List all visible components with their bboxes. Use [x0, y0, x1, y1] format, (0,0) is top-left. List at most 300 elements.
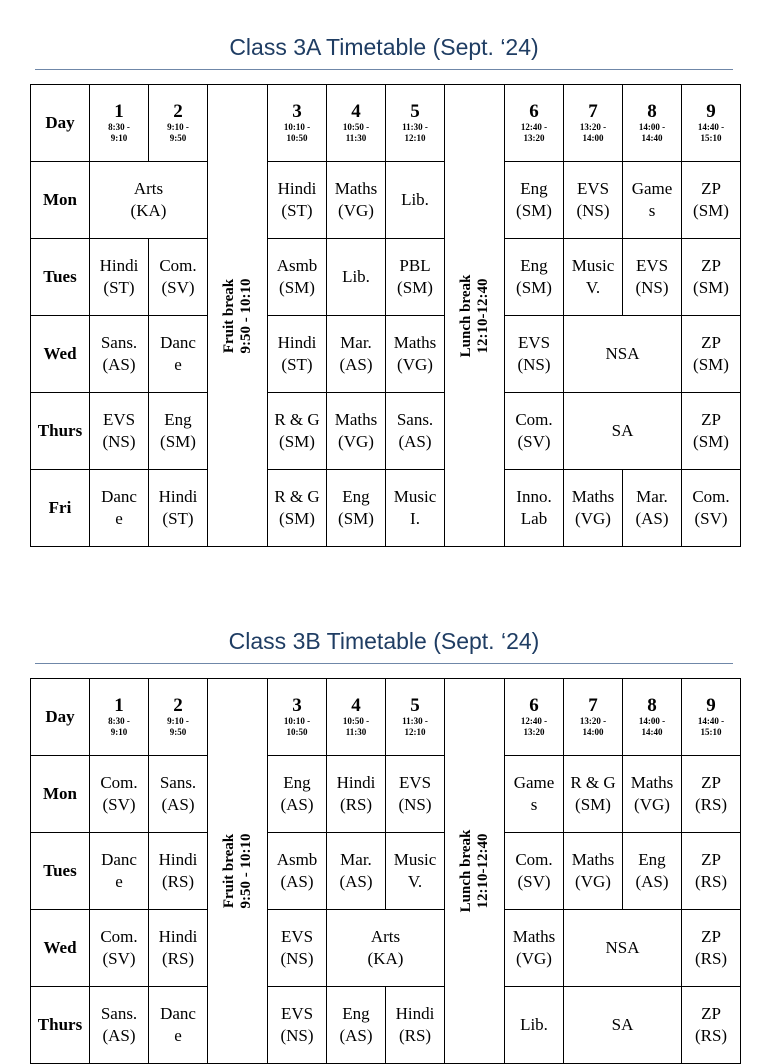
period-number: 7 — [588, 695, 598, 716]
period-number: 3 — [292, 101, 302, 122]
period-number: 2 — [173, 695, 183, 716]
subject-text: Eng — [520, 256, 548, 275]
subject-text: EVS — [280, 1004, 314, 1023]
subject-text: (RS) — [694, 795, 728, 814]
subject-text: (KA) — [367, 949, 404, 968]
subject-text: SA — [611, 421, 634, 440]
subject-text: Com. — [515, 850, 553, 869]
subject-cell — [505, 987, 564, 1064]
subject-text: (KA) — [130, 201, 167, 220]
subject-text: Danc — [160, 1004, 196, 1023]
subject-text: V. — [407, 872, 423, 891]
period-time: 14:00 - — [638, 716, 666, 726]
title-underline — [35, 663, 733, 664]
subject-text: R & G — [570, 773, 616, 792]
subject-text: Com. — [159, 256, 197, 275]
subject-text: EVS — [398, 773, 432, 792]
subject-cell — [386, 393, 445, 470]
subject-cell — [682, 987, 741, 1064]
day-name: Thurs — [31, 393, 90, 470]
subject-cell — [149, 833, 208, 910]
subject-text: (NS) — [576, 201, 610, 220]
subject-text: Mar. — [340, 333, 372, 352]
subject-cell — [386, 470, 445, 547]
table-row — [31, 987, 741, 1064]
period-time: 9:10 - — [167, 716, 189, 726]
subject-text: R & G — [274, 410, 320, 429]
subject-cell — [505, 162, 564, 239]
subject-text: Hindi — [99, 256, 139, 275]
lunch-break-column — [445, 679, 505, 1064]
subject-cell — [386, 756, 445, 833]
break-title: Lunch break — [457, 274, 474, 357]
subject-text: Hindi — [336, 773, 376, 792]
period-time: 13:20 - — [579, 122, 607, 132]
subject-cell — [327, 910, 445, 987]
table-row — [31, 393, 741, 470]
subject-text: EVS — [517, 333, 551, 352]
subject-cell — [505, 756, 564, 833]
subject-cell — [268, 316, 327, 393]
subject-cell — [90, 239, 149, 316]
subject-text: Danc — [101, 487, 137, 506]
break-time: 12:10-12:40 — [474, 833, 491, 909]
subject-cell — [149, 316, 208, 393]
subject-text: (VG) — [575, 509, 611, 528]
subject-text: (RS) — [398, 1026, 432, 1045]
period-header-3 — [268, 85, 327, 162]
subject-cell — [268, 987, 327, 1064]
subject-cell — [623, 833, 682, 910]
timetable-3b — [30, 678, 741, 1064]
subject-cell — [149, 239, 208, 316]
subject-cell — [623, 756, 682, 833]
timetable-3b-title: Class 3B Timetable (Sept. ‘24) — [228, 628, 540, 654]
subject-cell — [623, 239, 682, 316]
subject-cell — [268, 239, 327, 316]
subject-text: (ST) — [281, 355, 313, 374]
day-name: Wed — [31, 316, 90, 393]
subject-text: Maths — [630, 773, 674, 792]
subject-text: ZP — [701, 1004, 721, 1023]
subject-text: (VG) — [516, 949, 552, 968]
break-time: 9:50 - 10:10 — [237, 833, 254, 909]
subject-cell — [386, 316, 445, 393]
subject-cell — [682, 756, 741, 833]
subject-cell — [327, 833, 386, 910]
break-time: 9:50 - 10:10 — [237, 278, 254, 353]
subject-text: Eng — [638, 850, 666, 869]
subject-text: (VG) — [397, 355, 433, 374]
period-time: 13:20 — [523, 727, 545, 737]
subject-text: (AS) — [280, 795, 314, 814]
period-number: 3 — [292, 695, 302, 716]
subject-text: (ST) — [162, 509, 194, 528]
subject-cell — [90, 987, 149, 1064]
period-time: 13:20 — [523, 133, 545, 143]
subject-cell — [564, 833, 623, 910]
period-header-1 — [90, 679, 149, 756]
period-header-3 — [268, 679, 327, 756]
subject-text: e — [174, 355, 182, 374]
period-time: 10:50 - — [342, 122, 370, 132]
subject-text: e — [115, 872, 123, 891]
subject-text: (SM) — [575, 795, 611, 814]
subject-text: Eng — [342, 1004, 370, 1023]
subject-text: Maths — [571, 850, 615, 869]
period-time: 14:40 — [641, 133, 663, 143]
subject-text: (VG) — [338, 432, 374, 451]
subject-text: EVS — [280, 927, 314, 946]
subject-text: Hindi — [158, 850, 198, 869]
subject-text: EVS — [102, 410, 136, 429]
subject-text: (NS) — [635, 278, 669, 297]
subject-text: (SV) — [102, 949, 136, 968]
subject-text: Arts — [133, 179, 164, 198]
subject-text: (VG) — [575, 872, 611, 891]
period-header-1 — [90, 85, 149, 162]
break-title: Fruit break — [220, 833, 237, 909]
subject-text: (RS) — [339, 795, 373, 814]
period-time: 10:50 - — [342, 716, 370, 726]
subject-text: Mar. — [636, 487, 668, 506]
subject-text: Arts — [370, 927, 401, 946]
subject-cell — [149, 987, 208, 1064]
subject-cell — [682, 833, 741, 910]
table-row — [31, 239, 741, 316]
subject-text: Maths — [571, 487, 615, 506]
subject-text: (SV) — [102, 795, 136, 814]
subject-text: Lab — [520, 509, 548, 528]
period-time: 14:00 — [582, 133, 604, 143]
subject-text: (SM) — [693, 278, 729, 297]
subject-text: (ST) — [281, 201, 313, 220]
subject-cell — [327, 239, 386, 316]
subject-text: ZP — [701, 179, 721, 198]
day-name: Wed — [31, 910, 90, 987]
subject-cell — [90, 393, 149, 470]
period-time: 11:30 - — [402, 122, 428, 132]
subject-text: Com. — [100, 927, 138, 946]
subject-text: Lib. — [401, 190, 429, 209]
subject-text: (SM) — [338, 509, 374, 528]
subject-cell — [505, 316, 564, 393]
subject-cell — [327, 393, 386, 470]
subject-text: (SM) — [397, 278, 433, 297]
subject-text: Lib. — [520, 1015, 548, 1034]
subject-text: (AS) — [161, 795, 195, 814]
subject-text: ZP — [701, 850, 721, 869]
subject-text: (SV) — [517, 432, 551, 451]
subject-text: Music — [571, 256, 615, 275]
period-time: 13:20 - — [579, 716, 607, 726]
period-header-2 — [149, 679, 208, 756]
fruit-break-column — [208, 679, 268, 1064]
subject-text: EVS — [576, 179, 610, 198]
period-time: 8:30 - — [108, 122, 130, 132]
period-time: 9:10 — [110, 727, 128, 737]
period-time: 11:30 - — [402, 716, 428, 726]
subject-text: (AS) — [398, 432, 432, 451]
subject-cell — [268, 756, 327, 833]
subject-cell — [564, 239, 623, 316]
subject-text: R & G — [274, 487, 320, 506]
subject-text: Asmb — [276, 850, 318, 869]
subject-cell — [268, 162, 327, 239]
subject-cell — [90, 833, 149, 910]
timetable-3a-title: Class 3A Timetable (Sept. ‘24) — [229, 34, 539, 60]
subject-cell — [682, 162, 741, 239]
header-row — [31, 85, 741, 162]
subject-text: Lib. — [342, 267, 370, 286]
period-time: 15:10 — [700, 727, 722, 737]
subject-cell — [90, 470, 149, 547]
period-time: 12:10 — [404, 727, 426, 737]
period-number: 2 — [173, 101, 183, 122]
subject-text: (AS) — [339, 1026, 373, 1045]
subject-cell — [682, 393, 741, 470]
period-header-8 — [623, 679, 682, 756]
subject-text: Eng — [283, 773, 311, 792]
day-name: Fri — [31, 470, 90, 547]
period-time: 10:50 — [286, 133, 308, 143]
subject-text: Maths — [512, 927, 556, 946]
subject-text: (AS) — [102, 355, 136, 374]
subject-text: (VG) — [338, 201, 374, 220]
subject-text: ZP — [701, 256, 721, 275]
subject-cell — [149, 393, 208, 470]
period-header-5 — [386, 85, 445, 162]
subject-text: Music — [393, 487, 437, 506]
period-number: 7 — [588, 101, 598, 122]
subject-text: (NS) — [398, 795, 432, 814]
subject-text: (RS) — [161, 872, 195, 891]
subject-text: (SM) — [279, 278, 315, 297]
subject-cell — [327, 987, 386, 1064]
period-time: 15:10 — [700, 133, 722, 143]
period-time: 8:30 - — [108, 716, 130, 726]
subject-text: (RS) — [694, 872, 728, 891]
subject-text: (AS) — [280, 872, 314, 891]
period-time: 14:40 - — [697, 716, 725, 726]
subject-cell — [505, 239, 564, 316]
subject-text: Sans. — [100, 333, 138, 352]
subject-text: Maths — [334, 410, 378, 429]
subject-cell — [386, 833, 445, 910]
day-name: Tues — [31, 833, 90, 910]
subject-cell — [268, 470, 327, 547]
table-row — [31, 756, 741, 833]
period-time: 12:10 — [404, 133, 426, 143]
subject-text: Danc — [101, 850, 137, 869]
period-time: 10:10 - — [283, 122, 311, 132]
period-number: 6 — [529, 101, 539, 122]
subject-text: NSA — [605, 344, 640, 363]
subject-text: Danc — [160, 333, 196, 352]
subject-text: Hindi — [158, 927, 198, 946]
subject-text: (SM) — [693, 432, 729, 451]
subject-text: Sans. — [100, 1004, 138, 1023]
subject-text: Sans. — [159, 773, 197, 792]
period-number: 1 — [114, 695, 124, 716]
period-time: 10:10 - — [283, 716, 311, 726]
lunch-break-column — [445, 85, 505, 547]
table-row — [31, 910, 741, 987]
table-row — [31, 162, 741, 239]
subject-text: Hindi — [395, 1004, 435, 1023]
subject-text: Eng — [520, 179, 548, 198]
table-row — [31, 316, 741, 393]
subject-cell — [682, 910, 741, 987]
subject-text: Com. — [100, 773, 138, 792]
break-title: Fruit break — [220, 278, 237, 353]
subject-text: NSA — [605, 938, 640, 957]
subject-text: ZP — [701, 333, 721, 352]
fruit-break-column-label — [221, 278, 255, 353]
subject-text: (SM) — [516, 278, 552, 297]
header-row — [31, 679, 741, 756]
subject-text: (AS) — [102, 1026, 136, 1045]
break-time: 12:10-12:40 — [474, 278, 491, 354]
subject-text: (NS) — [517, 355, 551, 374]
subject-text: s — [530, 795, 538, 814]
period-time: 9:50 — [169, 727, 187, 737]
subject-cell — [564, 756, 623, 833]
period-header-6 — [505, 85, 564, 162]
subject-text: Mar. — [340, 850, 372, 869]
subject-cell — [505, 393, 564, 470]
subject-cell — [149, 910, 208, 987]
period-number: 9 — [706, 695, 716, 716]
subject-text: Hindi — [277, 333, 317, 352]
subject-text: V. — [585, 278, 601, 297]
period-header-5 — [386, 679, 445, 756]
period-header-7 — [564, 85, 623, 162]
period-time: 12:40 - — [520, 122, 548, 132]
subject-text: Inno. — [516, 487, 552, 506]
day-header: Day — [31, 85, 90, 162]
period-header-9 — [682, 679, 741, 756]
subject-cell — [386, 239, 445, 316]
subject-text: ZP — [701, 773, 721, 792]
day-name: Mon — [31, 162, 90, 239]
subject-text: (ST) — [103, 278, 135, 297]
subject-text: (RS) — [694, 949, 728, 968]
subject-text: (SM) — [160, 432, 196, 451]
subject-cell — [505, 910, 564, 987]
period-number: 6 — [529, 695, 539, 716]
subject-cell — [682, 470, 741, 547]
subject-cell — [564, 316, 682, 393]
table-row — [31, 470, 741, 547]
period-header-4 — [327, 85, 386, 162]
period-time: 14:40 — [641, 727, 663, 737]
subject-cell — [327, 162, 386, 239]
subject-cell — [90, 316, 149, 393]
subject-text: Maths — [393, 333, 437, 352]
subject-cell — [564, 162, 623, 239]
lunch-break-column-label — [458, 830, 492, 913]
subject-cell — [268, 833, 327, 910]
fruit-break-column — [208, 85, 268, 547]
period-header-2 — [149, 85, 208, 162]
subject-text: (SM) — [693, 355, 729, 374]
subject-text: Com. — [515, 410, 553, 429]
subject-text: (NS) — [102, 432, 136, 451]
period-number: 9 — [706, 101, 716, 122]
period-number: 8 — [647, 101, 657, 122]
period-time: 14:40 - — [697, 122, 725, 132]
period-time: 12:40 - — [520, 716, 548, 726]
period-number: 5 — [410, 101, 420, 122]
subject-text: e — [115, 509, 123, 528]
subject-text: EVS — [635, 256, 669, 275]
subject-text: (RS) — [161, 949, 195, 968]
period-header-4 — [327, 679, 386, 756]
subject-cell — [623, 470, 682, 547]
subject-text: (SM) — [279, 509, 315, 528]
subject-text: (VG) — [634, 795, 670, 814]
subject-cell — [90, 910, 149, 987]
subject-cell — [90, 162, 208, 239]
period-time: 14:00 - — [638, 122, 666, 132]
period-time: 9:50 — [169, 133, 187, 143]
subject-cell — [623, 162, 682, 239]
subject-cell — [268, 393, 327, 470]
subject-cell — [386, 162, 445, 239]
period-time: 11:30 — [345, 133, 367, 143]
subject-cell — [327, 756, 386, 833]
day-name: Tues — [31, 239, 90, 316]
period-header-9 — [682, 85, 741, 162]
subject-cell — [327, 316, 386, 393]
subject-text: (RS) — [694, 1026, 728, 1045]
subject-text: Music — [393, 850, 437, 869]
table-row — [31, 833, 741, 910]
day-header: Day — [31, 679, 90, 756]
subject-text: (AS) — [635, 872, 669, 891]
subject-cell — [564, 470, 623, 547]
day-name: Thurs — [31, 987, 90, 1064]
subject-cell — [564, 987, 682, 1064]
break-title: Lunch break — [457, 829, 474, 913]
lunch-break-column-label — [458, 274, 492, 357]
subject-text: Asmb — [276, 256, 318, 275]
subject-text: ZP — [701, 410, 721, 429]
period-time: 14:00 — [582, 727, 604, 737]
period-time: 9:10 — [110, 133, 128, 143]
subject-cell — [505, 470, 564, 547]
subject-text: Game — [631, 179, 673, 198]
title-underline — [35, 69, 733, 70]
subject-cell — [149, 756, 208, 833]
subject-cell — [327, 470, 386, 547]
fruit-break-column-label — [221, 834, 255, 909]
subject-text: Game — [513, 773, 555, 792]
subject-cell — [149, 470, 208, 547]
subject-text: ZP — [701, 927, 721, 946]
subject-cell — [564, 910, 682, 987]
subject-text: (SV) — [161, 278, 195, 297]
subject-text: (SM) — [693, 201, 729, 220]
subject-text: Sans. — [396, 410, 434, 429]
period-header-6 — [505, 679, 564, 756]
period-number: 1 — [114, 101, 124, 122]
subject-text: (NS) — [280, 949, 314, 968]
subject-text: SA — [611, 1015, 634, 1034]
period-number: 4 — [351, 695, 361, 716]
period-time: 9:10 - — [167, 122, 189, 132]
